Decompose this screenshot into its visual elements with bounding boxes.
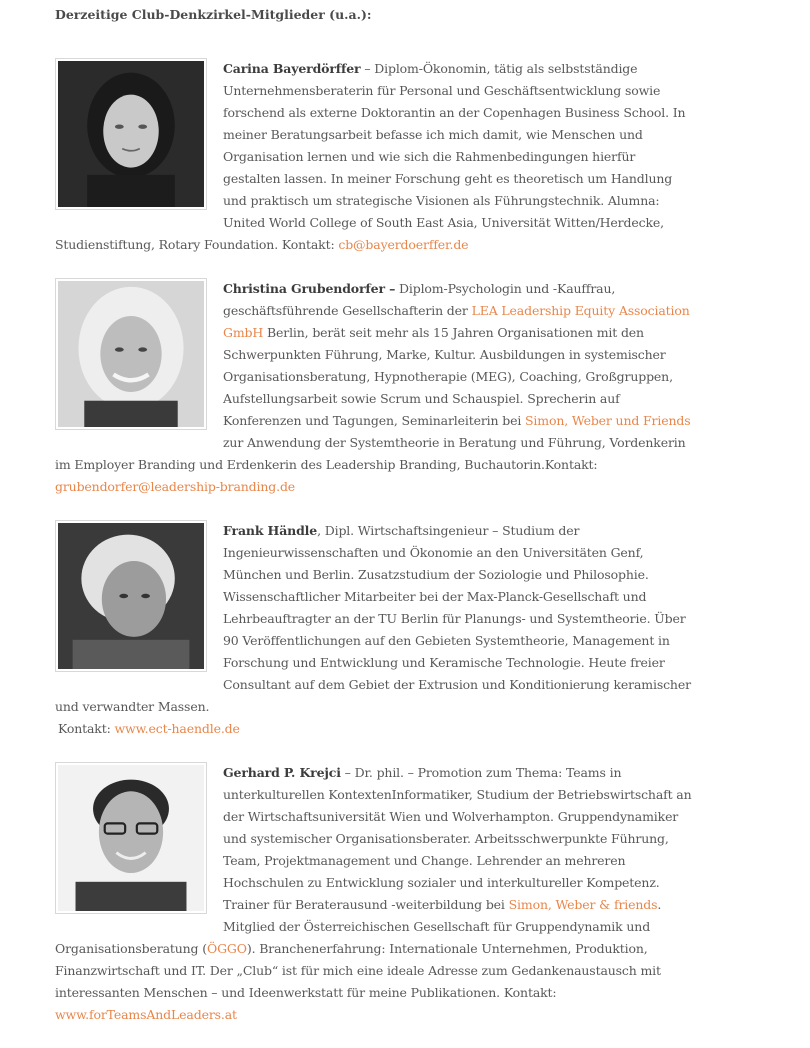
member-photo <box>55 278 207 430</box>
partner-link[interactable]: Simon, Weber und Friends <box>525 413 691 428</box>
intro-heading: Derzeitige Club-Denkzirkel-Mitglieder (u.a.): <box>55 7 372 22</box>
member-photo <box>55 520 207 672</box>
company-link[interactable]: LEA Leadership Equity Association GmbH <box>223 303 690 340</box>
member-bio: Gerhard P. Krejci – Dr. phil. – Promotion zum Thema: Teams in unterkulturellen KontextenInformatiker, Studium der Betriebswirtschaft an der Wirtschaftsuniversität Wien und Wolverhampton. Gruppendynamiker und systemischer Organisationsberater. Arbeitsschwerpunkte Führung, Team, Projektmanagement und Change. Lehrender an mehreren Hochschulen zu Entwicklung sozialer und interkultureller Kompetenz. Trainer für Beraterausund -weiterbildung bei Simon, Weber & friends. Mitglied der Österreichischen Gesellschaft für Gruppendynamik und Organisationsberatung (ÖGGO). Branchenerfahrung: Internationale Unternehmen, Produktion, Finanzwirtschaft und IT. Der „Club“ ist für mich eine ideale Adresse zum Gedankenaustausch mit interessanten Menschen – und Ideenwerkstatt für meine Publikationen. Kontakt: www.forTeamsAndLeaders.at <box>55 765 692 1022</box>
website-link[interactable]: www.ect-haendle.de <box>114 721 240 736</box>
member-bio: Carina Bayerdörffer – Diplom-Ökonomin, tätig als selbstständige Unternehmensberaterin für Personal und Geschäftsentwicklung sowie forschend als externe Doktorantin an der Copenhagen Business School. In meiner Beratungsarbeit befasse ich mich damit, wie Menschen und Organisation lernen und wie sich die Rahmenbedingungen hierfür gestalten lassen. In meiner Forschung geht es theoretisch um Handlung und praktisch um strategische Visionen als Führungstechnik. Alumna: United World College of South East Asia, Universität Witten/Herdecke, Studienstiftung, Rotary Foundation. Kontakt: cb@bayerdoerffer.de <box>55 61 686 252</box>
website-link[interactable]: www.forTeamsAndLeaders.at <box>55 1007 237 1022</box>
member-entry <box>55 520 695 740</box>
member-contact: Kontakt: www.ect-haendle.de <box>58 721 240 736</box>
member-name: Frank Händle <box>223 523 318 538</box>
member-photo <box>55 762 207 914</box>
member-entry <box>55 762 695 1026</box>
member-bio: Frank Händle, Dipl. Wirtschaftsingenieur – Studium der Ingenieurwissenschaften und Ökonomie an den Universitäten Genf, München und Berlin. Zusatzstudium der Soziologie und Philosophie. Wissenschaftlicher Mitarbeiter bei der Max-Planck-Gesellschaft und Lehrbeauftragter an der TU Berlin für Planungs- und Systemtheorie. Über 90 Veröffentlichungen auf den Gebieten Systemtheorie, Management in Forschung und Entwicklung und Keramische Technologie. Heute freier Consultant auf dem Gebiet der Extrusion und Konditionierung keramischer und verwandter Massen. <box>55 523 691 714</box>
organization-link[interactable]: ÖGGO <box>206 941 247 956</box>
member-list <box>55 0 695 1048</box>
member-name: Christina Grubendorfer – <box>223 281 396 296</box>
member-name: Carina Bayerdörffer <box>223 61 361 76</box>
member-entry <box>55 58 695 256</box>
email-link[interactable]: cb@bayerdoerffer.de <box>338 237 469 252</box>
member-bio: Christina Grubendorfer – Diplom-Psychologin und -Kauffrau, geschäftsführende Gesellschafterin der LEA Leadership Equity Association GmbH Berlin, berät seit mehr als 15 Jahren Organisationen mit den Schwerpunkten Führung, Marke, Kultur. Ausbildungen in systemischer Organisationsberatung, Hypnotherapie (MEG), Coaching, Großgruppen, Aufstellungsarbeit sowie Scrum und Schauspiel. Sprecherin auf Konferenzen und Tagungen, Seminarleiterin bei Simon, Weber und Friends zur Anwendung der Systemtheorie in Beratung und Führung, Vordenkerin im Employer Branding und Erdenkerin des Leadership Branding, Buchautorin.Kontakt: grubendorfer@leadership-branding.de <box>55 281 691 494</box>
email-link[interactable]: grubendorfer@leadership-branding.de <box>55 479 296 494</box>
member-photo <box>55 58 207 210</box>
member-entry <box>55 278 695 498</box>
member-name: Gerhard P. Krejci <box>223 765 341 780</box>
partner-link[interactable]: Simon, Weber & friends <box>508 897 658 912</box>
